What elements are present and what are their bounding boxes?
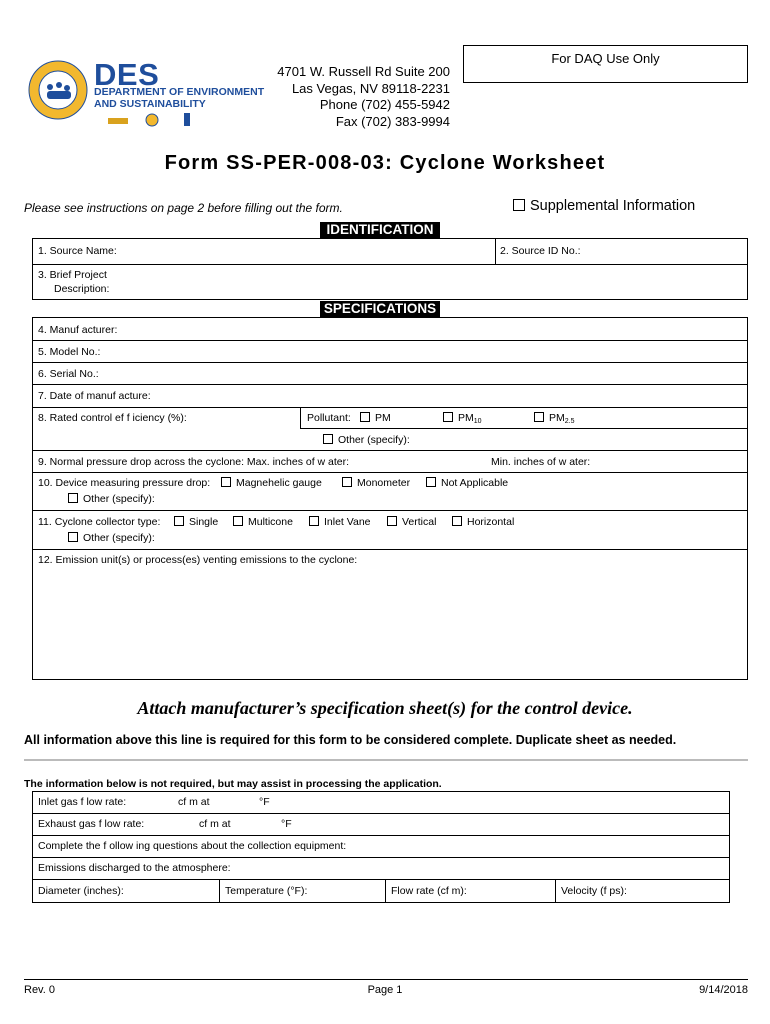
multicone-label: Multicone	[248, 516, 293, 528]
exhaust-cfm-label: cf m at	[199, 818, 231, 830]
form-title: Form SS-PER-008-03: Cyclone Worksheet	[164, 152, 606, 174]
rated-control-efficiency-label: 8. Rated control ef f iciency (%):	[38, 412, 187, 424]
section-separator	[24, 759, 748, 761]
exhaust-gas-flow-label: Exhaust gas f low rate:	[38, 818, 145, 830]
optional-info-section	[32, 791, 730, 903]
inlet-vane-checkbox[interactable]	[309, 516, 319, 526]
magnehelic-checkbox[interactable]	[221, 477, 231, 487]
required-information-note: All information above this line is required for this form to be considered complete. Duplicate sheet as needed.	[24, 733, 677, 747]
horizontal-option[interactable]	[452, 516, 514, 528]
single-label: Single	[189, 516, 219, 528]
monometer-checkbox[interactable]	[342, 477, 352, 487]
identification-section	[32, 238, 748, 300]
pollutant-label: Pollutant:	[307, 412, 351, 424]
pm25-checkbox[interactable]	[534, 412, 544, 422]
department-name	[94, 86, 264, 110]
pm25-label: PM	[549, 412, 565, 424]
diameter-label: Diameter (inches):	[38, 885, 124, 897]
fax-number: Fax (702) 383-9994	[335, 113, 450, 129]
monometer-label: Monometer	[357, 477, 411, 489]
pollutant-other-label: Other (specify):	[338, 434, 410, 446]
exhaust-degrees-label: °F	[281, 818, 292, 830]
not-applicable-checkbox[interactable]	[426, 477, 436, 487]
address-line-2: Las Vegas, NV 89118-2231	[291, 80, 450, 96]
pm10-subscript: 10	[473, 418, 482, 425]
manufacturer-label: 4. Manuf acturer:	[38, 324, 118, 336]
optional-information-note: The information below is not required, but may assist in processing the application.	[24, 778, 442, 790]
date-of-manufacture-label: 7. Date of manuf acture:	[38, 390, 151, 402]
revision-date: 9/14/2018	[699, 984, 748, 996]
device-measuring-label: 10. Device measuring pressure drop:	[38, 477, 211, 489]
pm10-label: PM	[458, 412, 474, 424]
specifications-heading: SPECIFICATIONS	[320, 301, 440, 317]
revision-number: Rev. 0	[24, 984, 55, 996]
inlet-gas-flow-label: Inlet gas f low rate:	[38, 796, 127, 808]
attach-specification-note: Attach manufacturer’s specification sheet(s) for the control device.	[137, 698, 633, 718]
collector-other-label: Other (specify):	[83, 532, 155, 544]
vertical-label: Vertical	[402, 516, 437, 528]
device-other-option[interactable]	[68, 493, 155, 505]
collector-other-option[interactable]	[68, 532, 155, 544]
address-block	[277, 64, 450, 130]
multicone-checkbox[interactable]	[233, 516, 243, 526]
source-name-label: 1. Source Name:	[38, 245, 117, 257]
department-name-line-1: DEPARTMENT OF ENVIRONMENT	[94, 86, 265, 98]
instructions-note: Please see instructions on page 2 before filling out the form.	[24, 201, 343, 215]
supplemental-checkbox[interactable]	[513, 199, 525, 211]
serial-number-label: 6. Serial No.:	[38, 368, 99, 380]
monometer-option[interactable]	[342, 477, 410, 489]
min-inches-water-label: Min. inches of w ater:	[491, 456, 591, 468]
daq-use-only-box	[463, 45, 748, 83]
pollutant-other-option[interactable]	[323, 434, 410, 446]
single-option[interactable]	[174, 516, 218, 528]
brief-project-description-label: Description:	[54, 283, 110, 295]
flow-rate-label: Flow rate (cf m):	[391, 885, 467, 897]
inlet-degrees-label: °F	[259, 796, 270, 808]
magnehelic-label: Magnehelic gauge	[236, 477, 322, 489]
source-id-label: 2. Source ID No.:	[500, 245, 581, 257]
multicone-option[interactable]	[233, 516, 293, 528]
partner-logos	[108, 112, 198, 128]
complete-questions-label: Complete the f ollow ing questions about the collection equipment:	[38, 840, 347, 852]
clark-county-seal-logo	[28, 60, 88, 120]
inlet-vane-label: Inlet Vane	[324, 516, 371, 528]
velocity-label: Velocity (f ps):	[561, 885, 627, 897]
single-checkbox[interactable]	[174, 516, 184, 526]
page-number: Page 1	[367, 984, 403, 996]
vertical-option[interactable]	[387, 516, 436, 528]
supplemental-information-option[interactable]	[513, 198, 695, 214]
model-number-label: 5. Model No.:	[38, 346, 101, 358]
collector-type-label: 11. Cyclone collector type:	[38, 516, 161, 528]
brief-project-label: 3. Brief Project	[38, 269, 107, 281]
pm10-checkbox[interactable]	[443, 412, 453, 422]
horizontal-checkbox[interactable]	[452, 516, 462, 526]
pollutant-pm10-option[interactable]	[443, 412, 482, 425]
identification-heading: IDENTIFICATION	[320, 222, 440, 238]
footer-rule	[24, 979, 748, 980]
pm-checkbox[interactable]	[360, 412, 370, 422]
collector-other-checkbox[interactable]	[68, 532, 78, 542]
des-wordmark: DES	[94, 57, 160, 92]
inlet-vane-option[interactable]	[309, 516, 371, 528]
vertical-checkbox[interactable]	[387, 516, 397, 526]
daq-use-only-label: For DAQ Use Only	[551, 51, 660, 66]
inlet-cfm-label: cf m at	[178, 796, 210, 808]
not-applicable-label: Not Applicable	[441, 477, 509, 489]
emission-units-label: 12. Emission unit(s) or process(es) venting emissions to the cyclone:	[38, 554, 358, 566]
phone-number: Phone (702) 455-5942	[319, 97, 450, 112]
pressure-drop-label: 9. Normal pressure drop across the cyclone: Max. inches of w ater:	[38, 456, 350, 468]
device-other-label: Other (specify):	[83, 493, 155, 505]
supplemental-label: Supplemental Information	[530, 198, 696, 214]
pm-label: PM	[375, 412, 391, 424]
pollutant-other-checkbox[interactable]	[323, 434, 333, 444]
specifications-section	[32, 317, 748, 680]
pollutant-pm-option[interactable]	[360, 412, 391, 424]
department-name-line-2: AND SUSTAINABILITY	[94, 98, 206, 110]
device-other-checkbox[interactable]	[68, 493, 78, 503]
not-applicable-option[interactable]	[426, 477, 508, 489]
magnehelic-gauge-option[interactable]	[221, 477, 322, 489]
address-line-1: 4701 W. Russell Rd Suite 200	[277, 64, 450, 79]
pollutant-pm25-option[interactable]	[534, 412, 574, 425]
pm25-subscript: 2.5	[564, 418, 575, 425]
emissions-discharged-label: Emissions discharged to the atmosphere:	[38, 862, 231, 874]
horizontal-label: Horizontal	[467, 516, 515, 528]
temperature-label: Temperature (°F):	[225, 885, 308, 897]
